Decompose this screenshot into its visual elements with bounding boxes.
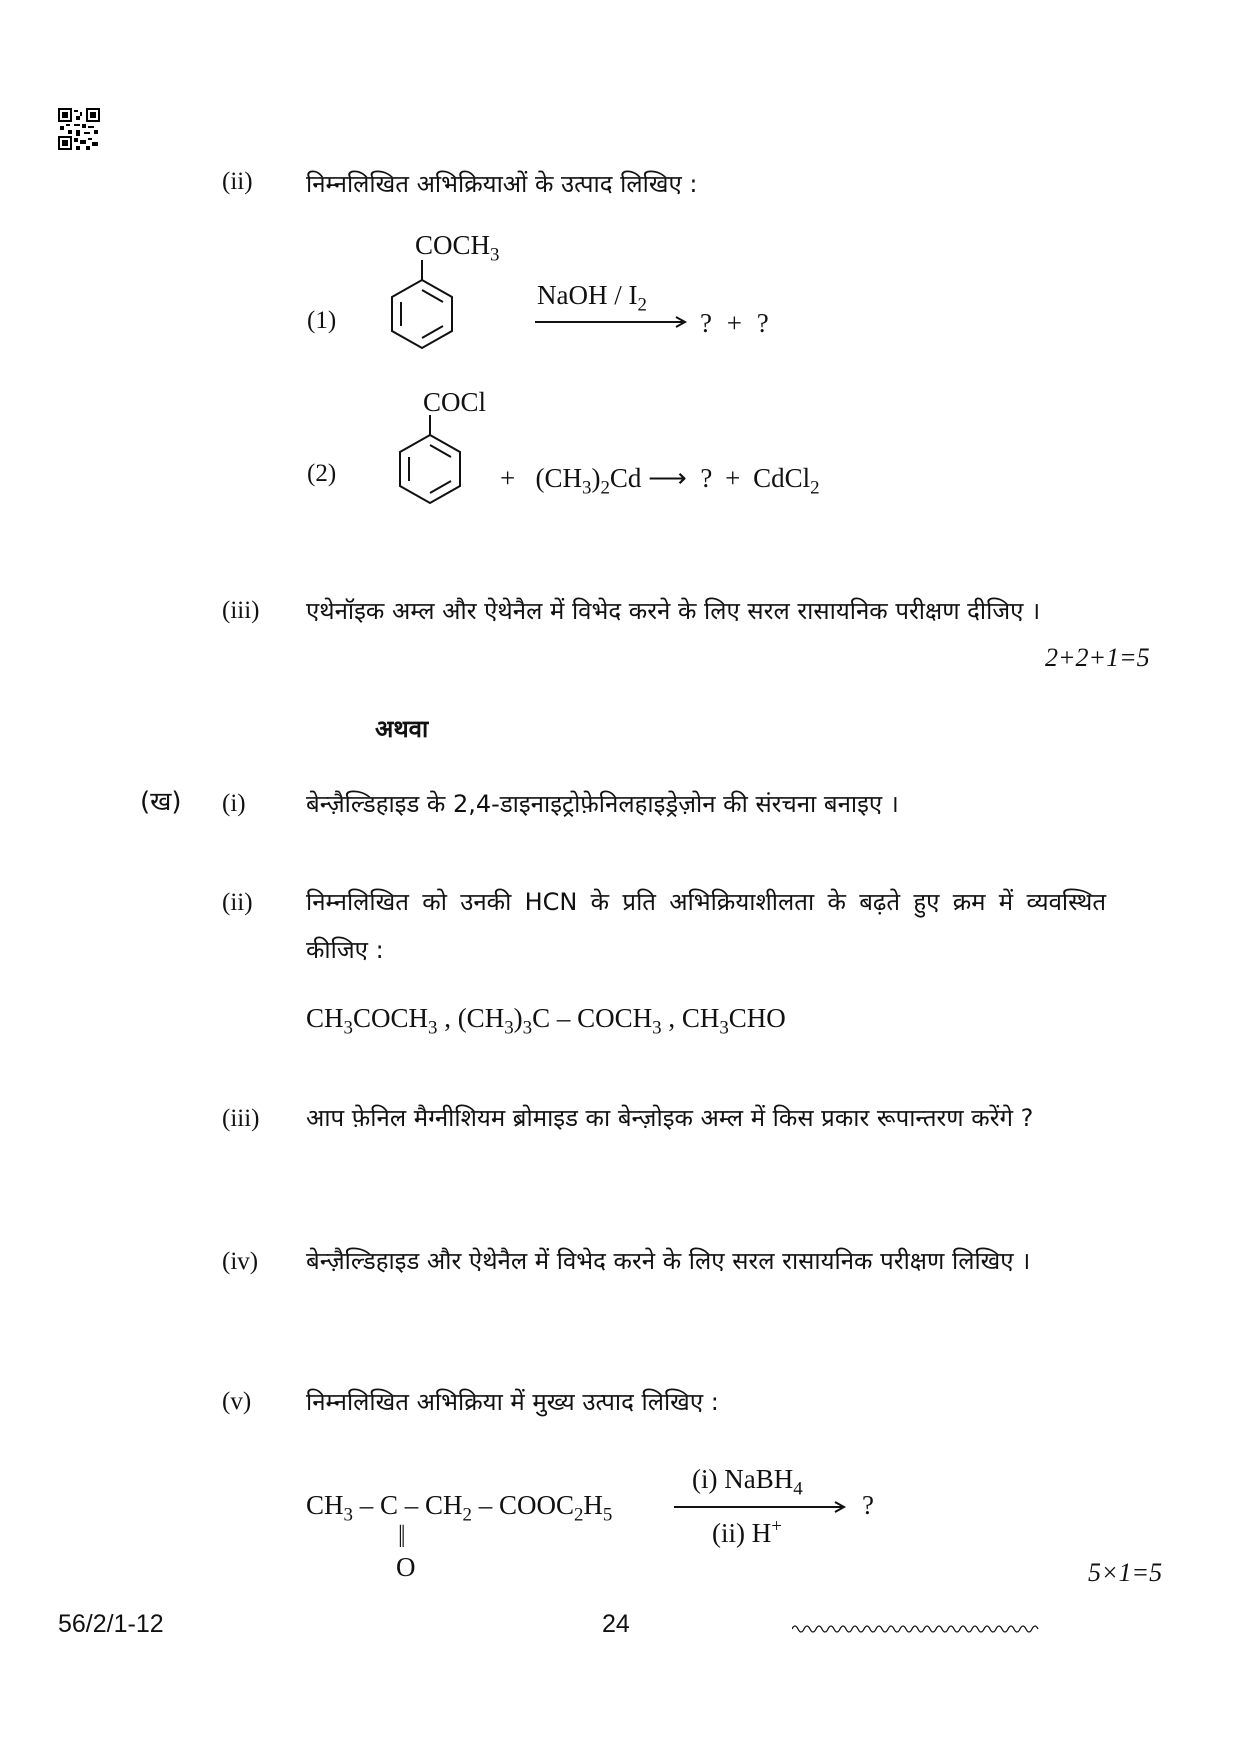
reaction-reagent-bottom: (ii) H+: [712, 1516, 782, 1548]
question-text: निम्नलिखित अभिक्रियाओं के उत्पाद लिखिए :: [306, 170, 698, 198]
reaction-arrow: [533, 315, 693, 329]
qr-code-icon: [58, 108, 100, 150]
reaction-label: (2): [307, 460, 337, 487]
wavy-line: [792, 1622, 1042, 1636]
question-text: आप फ़ेनिल मैग्नीशियम ब्रोमाइड का बेन्ज़ोइक अम्ल में किस प्रकार रूपान्तरण करेंगे ?: [306, 1104, 1034, 1132]
compound-list: $CH_3COCH_3$ , $(CH_3)_3C$ – $COCH_3$ , $CH_3CHO$: [306, 1003, 786, 1039]
substituent-label: $COCH_3$: [415, 230, 500, 266]
item-label: (ii): [222, 168, 253, 195]
question-text: एथेनॉइक अम्ल और ऐथेनैल में विभेद करने के लिए सरल रासायनिक परीक्षण दीजिए ।: [306, 597, 1041, 625]
marks-label: 2+2+1=5: [1045, 643, 1150, 672]
paper-code: 56/2/1-12: [58, 1610, 164, 1638]
item-label: (ii): [222, 889, 253, 916]
page-number: 24: [602, 1610, 630, 1638]
substituent-label: COCl: [423, 387, 487, 417]
reaction-label: (1): [307, 307, 337, 334]
item-label: (v): [222, 1388, 252, 1415]
reaction-equation: + $(CH_3)_2Cd$ ⟶ ? + CdCl$_2$: [500, 463, 820, 499]
benzene-ring: [382, 258, 462, 358]
item-label: (iii): [222, 1105, 260, 1132]
reaction-reagent: NaOH / $I_2$: [537, 280, 647, 316]
carbonyl-oxygen: O: [396, 1552, 416, 1582]
benzene-ring: [390, 413, 470, 513]
reaction-product: ?: [862, 1490, 874, 1520]
reaction-products: ? + ?: [700, 308, 769, 338]
item-label: (i): [222, 790, 246, 817]
question-text: बेन्ज़ैल्डिहाइड और ऐथेनैल में विभेद करने के लिए सरल रासायनिक परीक्षण लिखिए ।: [306, 1247, 1031, 1275]
question-text: निम्नलिखित अभिक्रिया में मुख्य उत्पाद लिखिए :: [306, 1388, 719, 1416]
item-label: (iii): [222, 597, 260, 624]
reaction-reagent-top: (i) NaBH$_4$: [692, 1464, 803, 1500]
question-text: बेन्ज़ैल्डिहाइड के 2,4-डाइनाइट्रोफ़ेनिलहाइड्रेज़ोन की संरचना बनाइए ।: [306, 790, 899, 818]
question-text: निम्नलिखित को उनकी HCN के प्रति अभिक्रियाशीलता के बढ़ते हुए क्रम में व्यवस्थित कीजिए :: [306, 888, 1106, 964]
item-label: (iv): [222, 1248, 259, 1275]
reaction-arrow: [672, 1500, 852, 1514]
section-label: (ख): [140, 787, 182, 817]
marks-label: 5×1=5: [1088, 1558, 1163, 1587]
or-heading: अथवा: [375, 715, 429, 743]
carbonyl-bond: ||: [398, 1522, 404, 1548]
reaction-equation: $CH_3$ – C – $CH_2$ – $COOC_2H_5$: [306, 1490, 613, 1526]
